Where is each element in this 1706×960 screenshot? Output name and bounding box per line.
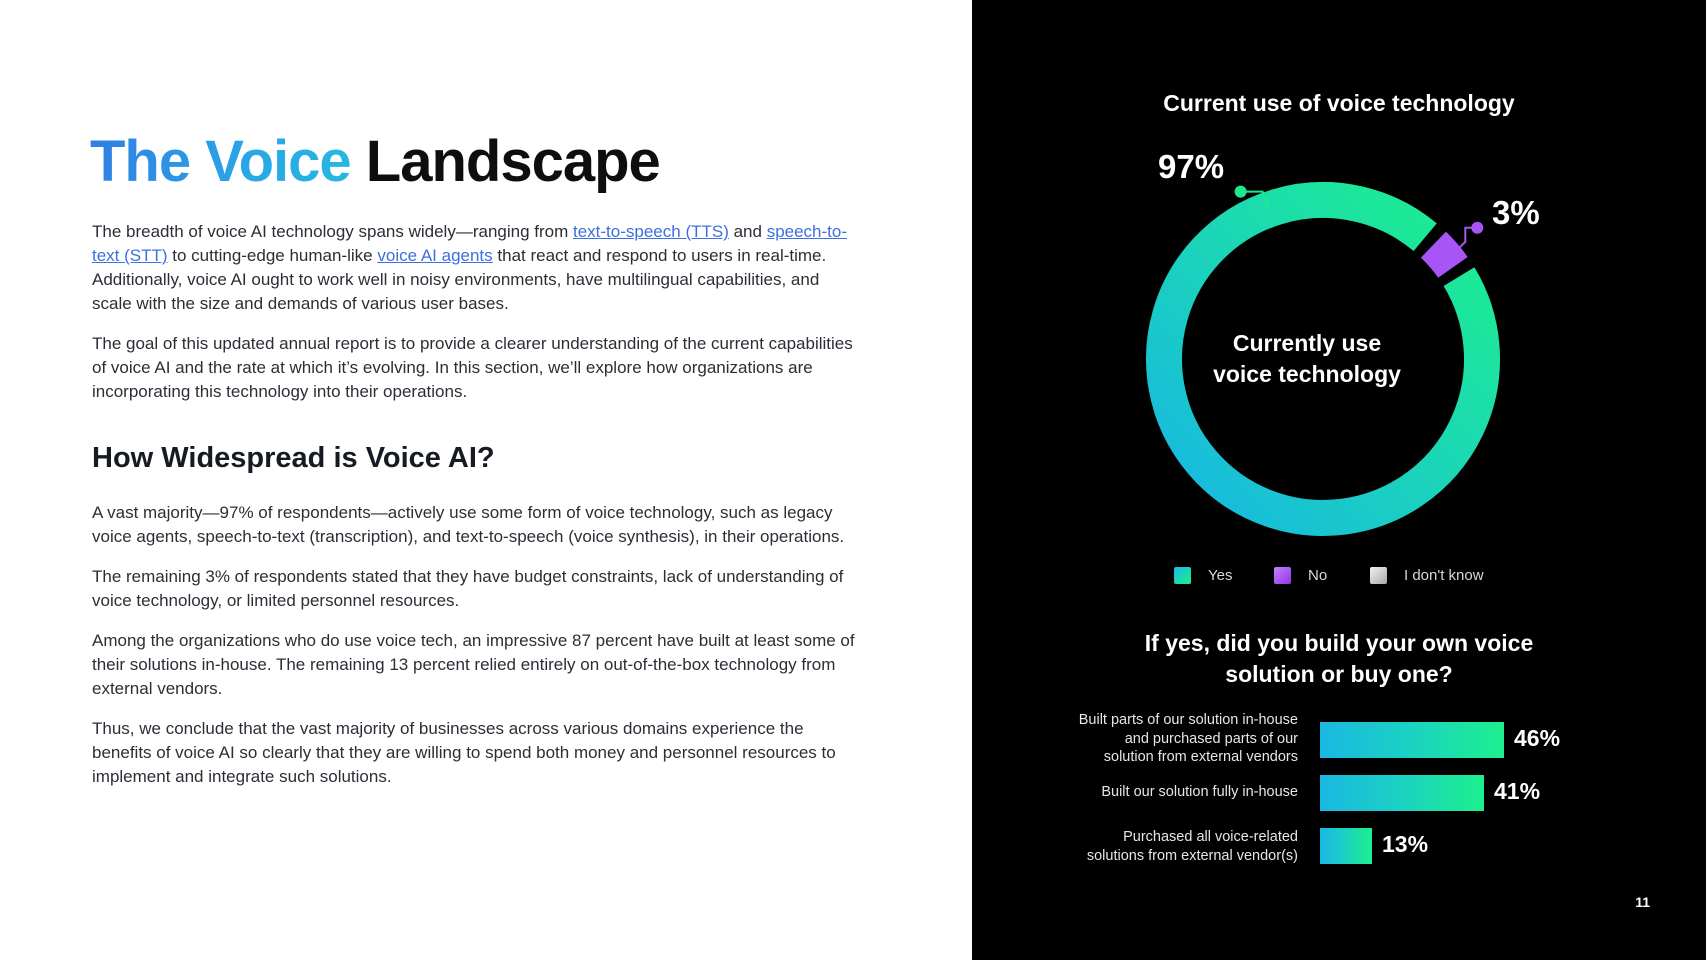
bar-built-fully-in-house (1320, 775, 1484, 811)
goal-paragraph: The goal of this updated annual report is to provide a clearer understanding of the current capabilities of voice AI and the rate at which it’s evolving. In this section, we’ll explore how organizations are incorporating this technology into their operations. (92, 334, 853, 401)
legend-swatch-no (1274, 567, 1291, 584)
legend-item-dont-know: I don't know (1370, 567, 1484, 584)
legend-swatch-dont-know (1370, 567, 1387, 584)
findings-paragraph: Thus, we conclude that the vast majority of businesses across various domains experience the benefits of voice AI so clearly that they are willing to spend both money and personnel resources to implement and integrate such solutions. (92, 719, 836, 786)
bar-built-partly-in-house (1320, 722, 1504, 758)
title-highlight: The Voice (90, 129, 351, 194)
donut-chart (972, 0, 1706, 560)
findings-paragraph: Among the organizations who do use voice tech, an impressive 87 percent have built at least some of their solutions in-house. The remaining 13 percent relied entirely on out-of-the-box technology from external vendors. (92, 631, 855, 698)
stt-link[interactable]: speech-to-text (STT) (92, 222, 848, 265)
intro-paragraph: The breadth of voice AI technology spans widely—ranging from text-to-speech (TTS) and speech-to-text (STT) to cutting-edge human-like voice AI agents that react and respond to users in real-time. Additionally, voice AI ought to work well in noisy environments, have multilingual capabilities, and scale with the size and demands of various user bases. (92, 222, 848, 313)
bar-chart-title: If yes, did you build your own voice solution or buy one? (1144, 630, 1534, 687)
chart-panel (972, 0, 1706, 960)
legend-swatch-yes (1174, 567, 1191, 584)
bar-purchased-externally (1320, 828, 1372, 864)
bar-category-label: Built our solution fully in-house (1101, 784, 1298, 800)
no-percentage-label: 3% (1492, 194, 1540, 231)
tts-link[interactable]: text-to-speech (TTS) (573, 222, 729, 241)
page-number: 11 (1635, 894, 1650, 910)
bar-category-label: Purchased all voice-related solutions from external vendor(s) (1086, 829, 1298, 864)
donut-center-label: Currently use voice technology (1213, 330, 1401, 387)
no-leader-dot (1471, 222, 1483, 234)
bar-value-label: 46% (1514, 725, 1561, 751)
yes-leader-dot (1235, 186, 1247, 198)
donut-chart-title: Current use of voice technology (1163, 90, 1515, 116)
bar-value-label: 13% (1382, 831, 1429, 857)
findings-paragraph: The remaining 3% of respondents stated that they have budget constraints, lack of understanding of voice technology, or limited personnel resources. (92, 567, 844, 610)
page-title (90, 127, 660, 197)
yes-percentage-label: 97% (1158, 148, 1225, 185)
findings-section (92, 501, 862, 805)
section-heading: How Widespread is Voice AI? (92, 442, 495, 474)
findings-paragraph: A vast majority—97% of respondents—actively use some form of voice technology, such as legacy voice agents, speech-to-text (transcription), and text-to-speech (voice synthesis), in their operations. (92, 503, 845, 546)
legend-item-yes: Yes (1174, 567, 1232, 584)
title-main: Landscape (365, 129, 660, 194)
bar-value-label: 41% (1494, 778, 1541, 804)
intro-section (92, 220, 862, 420)
voice-agents-link[interactable]: voice AI agents (377, 246, 493, 265)
legend-item-no: No (1274, 567, 1327, 584)
bar-category-label: Built parts of our solution in-house and purchased parts of our solution from external vendors (1078, 712, 1298, 765)
